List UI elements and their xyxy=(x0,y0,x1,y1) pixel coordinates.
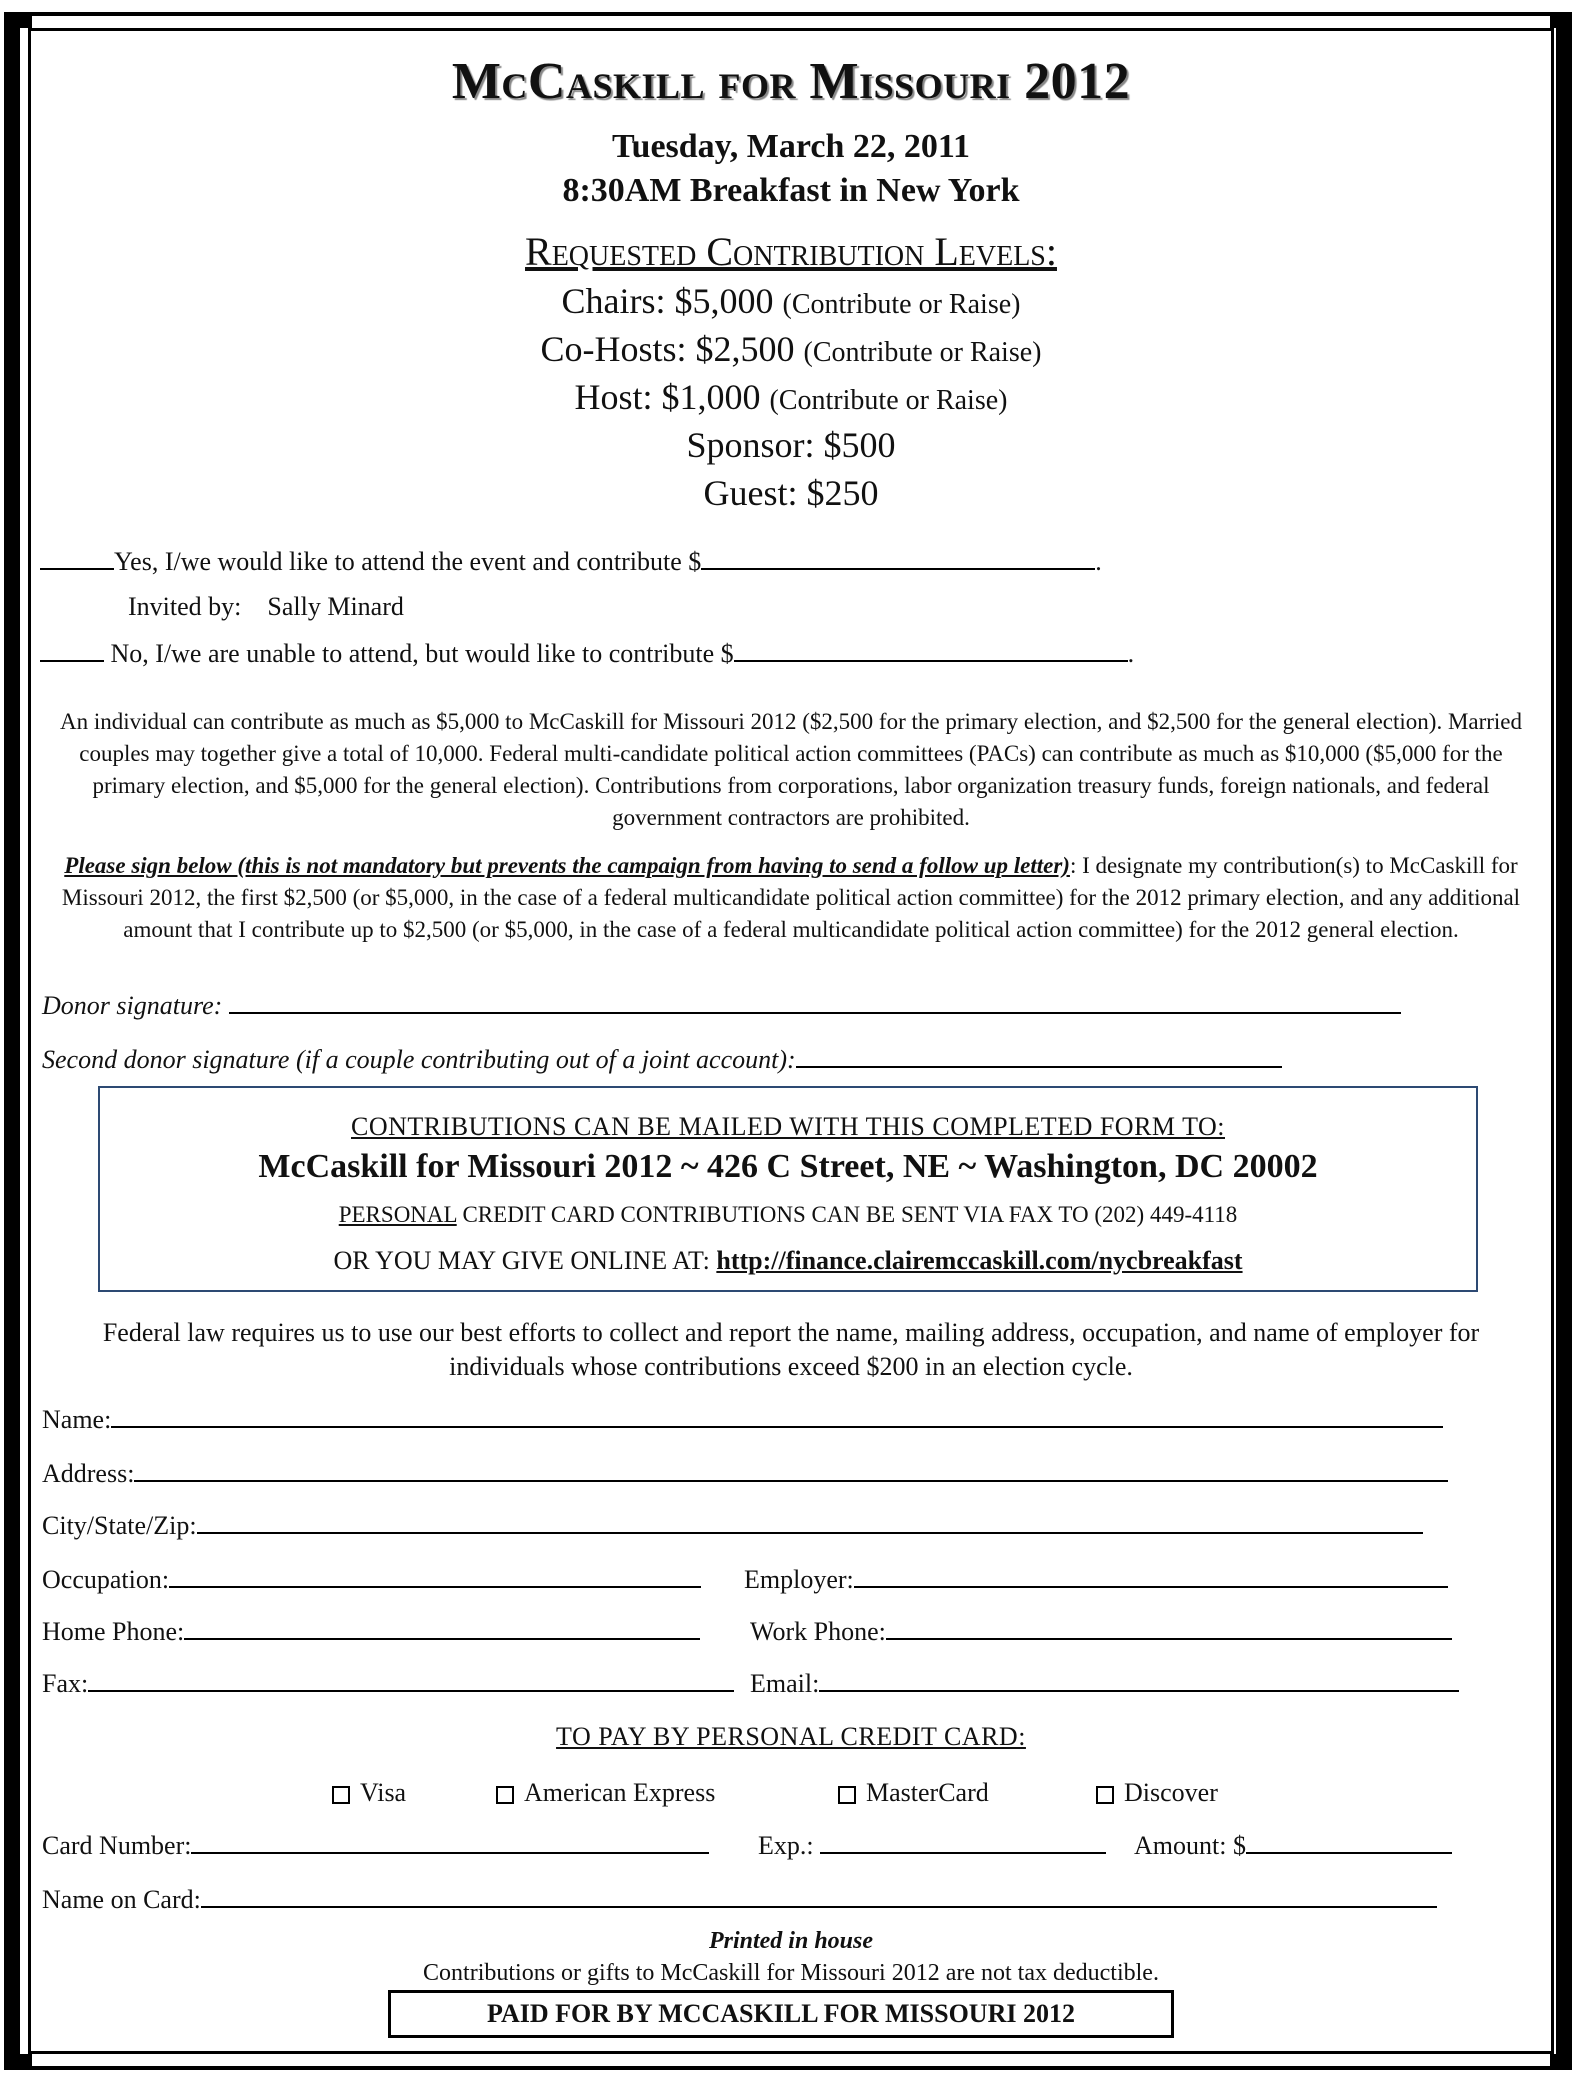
address-row xyxy=(42,1458,1448,1489)
card-number-field[interactable] xyxy=(191,1830,709,1854)
occupation-label: Occupation: xyxy=(42,1565,170,1594)
card-option-visa[interactable] xyxy=(332,1778,406,1808)
level-note: (Contribute or Raise) xyxy=(782,289,1021,320)
level-note: (Contribute or Raise) xyxy=(803,337,1042,368)
name-on-card-field[interactable] xyxy=(201,1884,1437,1908)
employer-field[interactable] xyxy=(854,1564,1448,1588)
corner-ornament xyxy=(1550,16,1562,28)
rsvp-yes-checkbox-blank[interactable] xyxy=(40,546,114,570)
employer-label: Employer: xyxy=(744,1565,854,1594)
name-row xyxy=(42,1404,1443,1435)
mailing-info-box xyxy=(98,1086,1478,1292)
checkbox-icon[interactable] xyxy=(1096,1786,1114,1804)
exp-label: Exp.: xyxy=(758,1831,814,1860)
invited-by-label: Invited by: xyxy=(128,592,242,621)
card-label: Visa xyxy=(360,1778,407,1807)
donor-signature-label: Donor signature xyxy=(42,991,214,1020)
home-phone-row xyxy=(42,1616,700,1647)
level-item xyxy=(0,376,1582,418)
designation-block: Please sign below (this is not mandatory but prevents the campaign from having to send a follow up letter): I designate my contribution(s) to McCaskill for Missouri 2012, the first $2,500 (or $5,000, in the case of a federal multicandidate political action committee) for the 2012 primary election, and any additional amount that I contribute up to $2,500 (or $5,000, in the case of a federal multicandidate political action committee) for the 2012 general election. xyxy=(61,853,1521,942)
name-label: Name: xyxy=(42,1405,112,1434)
designation-text: I designate my contribution(s) to McCaskill for Missouri 2012, the first $2,500 (or $5,000, in the case of a federal multicandidate political action committee) for the 2012 primary election, and any additional amount that I contribute up to $2,500 (or $5,000, in the case of a federal multicandidate political action committee) for the 2012 general election. xyxy=(61,853,1521,942)
name-field[interactable] xyxy=(111,1404,1443,1428)
fax-personal: PERSONAL xyxy=(338,1202,457,1227)
city-label: City/State/Zip: xyxy=(42,1511,197,1540)
email-row xyxy=(750,1668,1459,1699)
fax-row xyxy=(42,1668,734,1699)
rsvp-yes-line: Yes, I/we would like to attend the event and contribute $ . xyxy=(40,546,1102,577)
donor-signature-row: Donor signature: xyxy=(42,990,1401,1021)
card-option-discover[interactable] xyxy=(1096,1778,1218,1808)
mail-heading: CONTRIBUTIONS CAN BE MAILED WITH THIS COMPLETED FORM TO: xyxy=(351,1112,1225,1141)
federal-law-text: Federal law requires us to use our best efforts to collect and report the name, mailing address, occupation, and name of employer for individuals whose contributions exceed $200 in an election cycle. xyxy=(102,1318,1480,1381)
rsvp-yes-amount-field[interactable] xyxy=(701,546,1095,570)
checkbox-icon[interactable] xyxy=(332,1786,350,1804)
level-label: Co-Hosts: $2,500 xyxy=(540,329,795,369)
levels-title: Requested Contribution Levels: xyxy=(525,229,1057,274)
second-signature-field[interactable] xyxy=(796,1044,1282,1068)
fax-field[interactable] xyxy=(88,1668,734,1692)
card-label: American Express xyxy=(524,1778,716,1807)
work-phone-label: Work Phone: xyxy=(750,1617,886,1646)
fax-line xyxy=(100,1202,1476,1228)
home-phone-label: Home Phone: xyxy=(42,1617,185,1646)
online-line xyxy=(100,1246,1476,1276)
employer-row xyxy=(744,1564,1448,1595)
rsvp-no-line: No, I/we are unable to attend, but would like to contribute $ . xyxy=(40,638,1134,669)
work-phone-row xyxy=(750,1616,1452,1647)
credit-card-title: TO PAY BY PERSONAL CREDIT CARD: xyxy=(556,1722,1026,1751)
home-phone-field[interactable] xyxy=(184,1616,700,1640)
tax-note: Contributions or gifts to McCaskill for Missouri 2012 are not tax deductible. xyxy=(423,1960,1159,1986)
city-row xyxy=(42,1510,1423,1541)
mail-address: McCaskill for Missouri 2012 ~ 426 C Street, NE ~ Washington, DC 20002 xyxy=(258,1148,1318,1185)
event-description: 8:30AM Breakfast in New York xyxy=(562,172,1020,209)
online-label: OR YOU MAY GIVE ONLINE AT: xyxy=(333,1246,717,1275)
name-on-card-row xyxy=(42,1884,1437,1915)
email-label: Email: xyxy=(750,1669,820,1698)
email-field[interactable] xyxy=(819,1668,1459,1692)
card-option-mastercard[interactable] xyxy=(838,1778,989,1808)
corner-ornament xyxy=(1550,2054,1562,2066)
address-field[interactable] xyxy=(134,1458,1448,1482)
name-on-card-label: Name on Card: xyxy=(42,1885,201,1914)
level-item xyxy=(0,472,1582,514)
level-item xyxy=(0,424,1582,466)
fax-label: Fax: xyxy=(42,1669,89,1698)
amount-field[interactable] xyxy=(1246,1830,1452,1854)
exp-field[interactable] xyxy=(820,1830,1106,1854)
card-option-amex[interactable] xyxy=(496,1778,715,1808)
rsvp-no-checkbox-blank[interactable] xyxy=(40,638,104,662)
online-donation-link[interactable]: http://finance.clairemccaskill.com/nycbreakfast xyxy=(716,1246,1243,1275)
city-field[interactable] xyxy=(197,1510,1423,1534)
invited-by xyxy=(128,592,404,622)
address-label: Address: xyxy=(42,1459,135,1488)
level-label: Host: $1,000 xyxy=(574,377,761,417)
level-label: Sponsor: $500 xyxy=(686,425,896,465)
contribution-limits-text: An individual can contribute as much as $5,000 to McCaskill for Missouri 2012 ($2,500 for the primary election, and $2,500 for the general election). Married couples may together give a total of 10,000. Federal multi-candidate political action committees (PACs) can contribute as much as $10,000 ($5,000 for the primary election, and $5,000 for the general election). Contributions from corporations, labor organization treasury funds, foreign nationals, and federal government contractors are prohibited. xyxy=(59,709,1523,830)
level-item xyxy=(0,328,1582,370)
checkbox-icon[interactable] xyxy=(496,1786,514,1804)
invited-by-name: Sally Minard xyxy=(267,592,404,621)
second-signature-label: Second donor signature (if a couple contributing out of a joint account): xyxy=(42,1045,796,1074)
level-label: Chairs: $5,000 xyxy=(561,281,774,321)
card-number-row xyxy=(42,1830,709,1861)
printed-in-house: Printed in house xyxy=(708,1928,874,1954)
event-date: Tuesday, March 22, 2011 xyxy=(611,128,970,165)
donor-signature-field[interactable] xyxy=(229,990,1401,1014)
occupation-row xyxy=(42,1564,701,1595)
card-label: MasterCard xyxy=(866,1778,989,1807)
amount-row xyxy=(1134,1830,1452,1861)
second-signature-row xyxy=(42,1044,1282,1075)
designation-heading: Please sign below (this is not mandatory but prevents the campaign from having to send a follow up letter) xyxy=(64,853,1070,878)
work-phone-field[interactable] xyxy=(886,1616,1452,1640)
card-number-label: Card Number: xyxy=(42,1831,192,1860)
level-item xyxy=(0,280,1582,322)
level-label: Guest: $250 xyxy=(703,473,879,513)
exp-row xyxy=(758,1830,1106,1861)
checkbox-icon[interactable] xyxy=(838,1786,856,1804)
amount-label: Amount: $ xyxy=(1134,1831,1246,1860)
card-label: Discover xyxy=(1124,1778,1218,1807)
rsvp-no-amount-field[interactable] xyxy=(734,638,1128,662)
paid-for-box: PAID FOR BY MCCASKILL FOR MISSOURI 2012 xyxy=(388,1990,1174,2038)
rsvp-yes-text: Yes, I/we would like to attend the event and contribute $ xyxy=(114,547,702,576)
corner-ornament xyxy=(20,2054,32,2066)
rsvp-no-text: No, I/we are unable to attend, but would like to contribute $ xyxy=(110,639,734,668)
corner-ornament xyxy=(20,16,32,28)
occupation-field[interactable] xyxy=(169,1564,701,1588)
fax-text: CREDIT CARD CONTRIBUTIONS CAN BE SENT VIA FAX TO (202) 449-4118 xyxy=(456,1202,1238,1227)
page-title: McCaskill for Missouri 2012 xyxy=(451,53,1131,110)
level-note: (Contribute or Raise) xyxy=(769,385,1008,416)
